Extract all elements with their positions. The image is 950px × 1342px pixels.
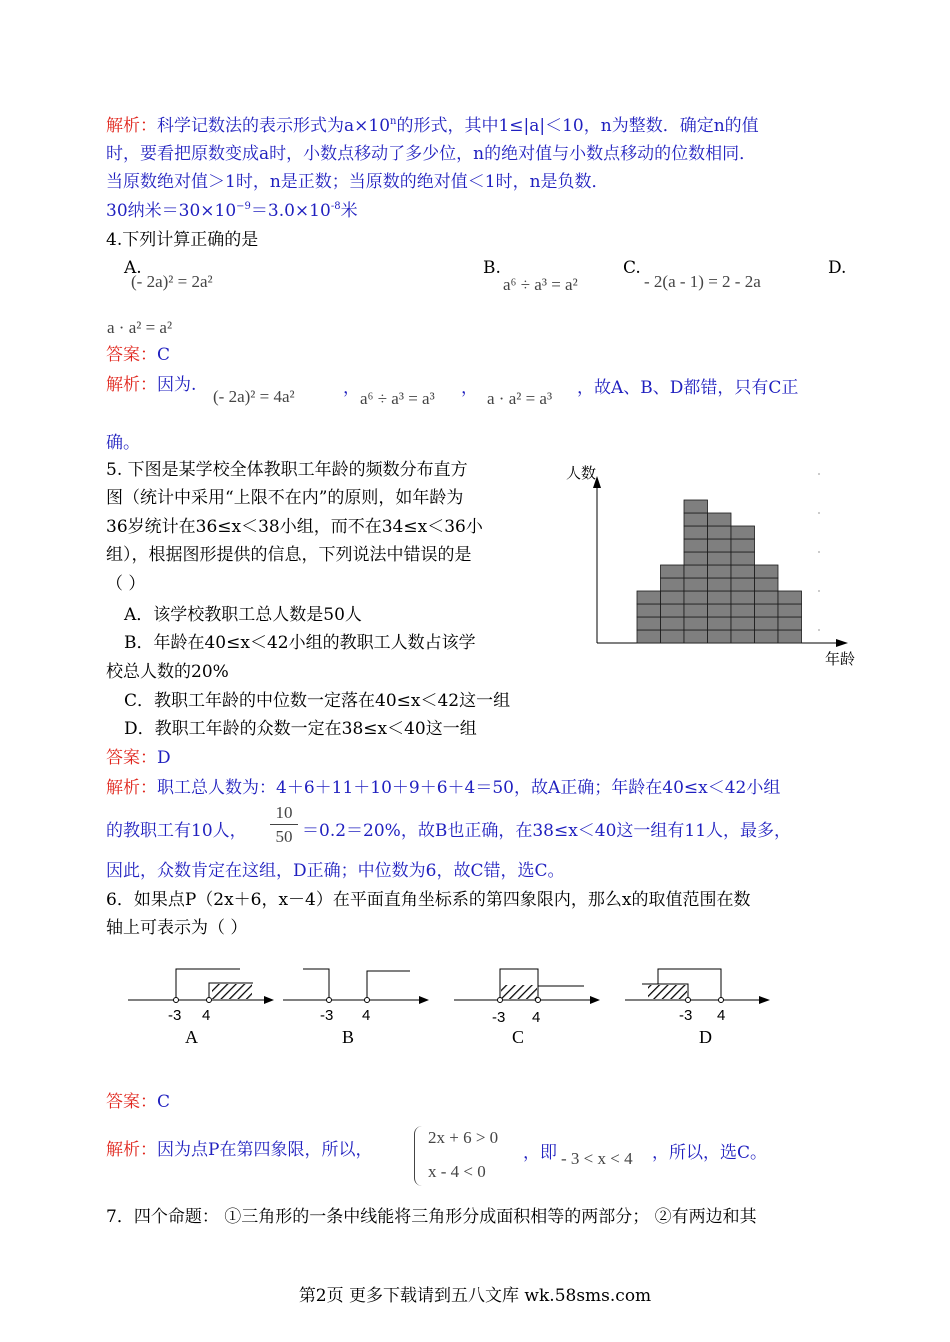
q5-analysis-line-1: 解析：职工总人数为：4＋6＋11＋10＋9＋6＋4＝50，故A正确；年龄在40≤x＜42小组: [106, 778, 781, 798]
q6-analysis-text-3: ，所以，选C。: [652, 1143, 768, 1163]
q6-stem-line-1: 6．如果点P（2x＋6，x－4）在平面直角坐标系的第四象限内，那么x的取值范围在数: [106, 890, 751, 910]
q4-option-d-label: D.: [828, 258, 847, 278]
tick-neg-3: -3: [168, 1007, 182, 1024]
histogram-bar-4-unit: [708, 526, 732, 539]
q5-stem-line-5: （ ）: [106, 574, 146, 594]
histogram-bar-4-unit: [708, 578, 732, 591]
number-line-b[interactable]: [283, 969, 429, 1047]
range-expression: - 3 < x < 4: [561, 1149, 633, 1168]
histogram-bar-5-unit: [731, 565, 755, 578]
q5-answer: 答案：D: [106, 748, 171, 768]
histogram-bar-6-unit: [755, 591, 779, 604]
q4-option-a-label: A.: [124, 258, 142, 278]
histogram-bar-4-unit: [708, 539, 732, 552]
histogram-bar-3-unit: [684, 526, 708, 539]
histogram-bar-6-unit: [755, 617, 779, 630]
histogram-bar-4-unit: [708, 630, 732, 643]
histogram-bar-5-unit: [731, 591, 755, 604]
histogram-bars: [637, 474, 820, 643]
histogram-bar-3-unit: [684, 513, 708, 526]
q5-stem-line-2: 图（统计中采用“上限不在内”的原则，如年龄为: [106, 488, 464, 508]
histogram-bar-4-unit: [708, 513, 732, 526]
tick-pos-4: 4: [202, 1007, 211, 1024]
histogram-bar-3-unit: [684, 500, 708, 513]
histogram-bar-1-unit: [637, 630, 661, 643]
q3-analysis-line-1: 解析：科学记数法的表示形式为$a\times 10^n$的形式，其中1≤|a|＜10，n为整数．确定n的值: [106, 116, 759, 136]
x-axis-arrow: [836, 639, 848, 647]
histogram-bar-4-unit: [708, 552, 732, 565]
q4-analysis-expr-2: a⁶ ÷ a³ = a³: [360, 389, 435, 408]
q4-answer: 答案：C: [106, 345, 171, 365]
histogram-bar-6-unit: [755, 565, 779, 578]
q5-stem-line-3: 36岁统计在36≤x＜38小组，而不在34≤x＜36小: [106, 517, 483, 537]
option-c-label: C: [512, 1027, 525, 1047]
option-a-label: A: [185, 1027, 198, 1047]
histogram-bar-3-unit: [684, 591, 708, 604]
histogram-bar-2-unit: [661, 591, 685, 604]
histogram-bar-6-unit: [755, 630, 779, 643]
tick-neg-3: -3: [320, 1007, 334, 1024]
q4-option-b-expr: a⁶ ÷ a³ = a²: [503, 275, 578, 294]
q3-analysis-line-2: 时，要看把原数变成a时，小数点移动了多少位，n的绝对值与小数点移动的位数相同．: [106, 144, 757, 164]
q4-analysis-expr-3: a · a² = a³: [487, 389, 553, 408]
q5-analysis-line-2a: 的教职工有10人，: [106, 821, 247, 841]
q4-option-c-expr: - 2(a - 1) = 2 - 2a: [644, 272, 761, 291]
q5-analysis-line-2b: ＝0.2＝20%，故B也正确，在38≤x＜40这一组有11人，最多，: [302, 821, 792, 841]
q5-option-d: D．教职工年龄的众数一定在38≤x＜40这一组: [124, 719, 477, 739]
histogram-bar-5-unit: [731, 552, 755, 565]
q4-analysis-text-2: ，故A、B、D都错，只有C正: [577, 378, 799, 398]
histogram-bar-3-unit: [684, 578, 708, 591]
q4-analysis-comma-2: ，: [461, 378, 478, 398]
q5-stem-line-4: 组），根据图形提供的信息，下列说法中错误的是: [106, 545, 472, 565]
histogram-bar-1-unit: [637, 604, 661, 617]
histogram-bar-2-unit: [661, 565, 685, 578]
q5-option-a: A．该学校教职工总人数是50人: [124, 605, 362, 625]
histogram-bar-5-unit: [731, 630, 755, 643]
histogram-bar-2-unit: [661, 617, 685, 630]
q7-stem-line-1: 7．四个命题： ①三角形的一条中线能将三角形分成面积相等的两部分； ②有两边和其: [106, 1207, 757, 1227]
number-line-d[interactable]: [625, 969, 770, 1047]
q4-analysis-expr-1: (- 2a)² = 4a²: [213, 387, 295, 406]
histogram-bar-3-unit: [684, 630, 708, 643]
histogram-bar-4-unit: [708, 591, 732, 604]
histogram-bar-6-unit: [755, 578, 779, 591]
system-equation-2: x - 4 < 0: [428, 1162, 486, 1181]
histogram-bar-7-unit: [778, 591, 802, 604]
histogram-bar-4-unit: [708, 617, 732, 630]
tick-pos-4: 4: [362, 1007, 371, 1024]
system-brace: [414, 1126, 423, 1186]
q4-option-c-label: C.: [623, 258, 641, 278]
histogram-bar-5-unit: [731, 526, 755, 539]
q5-option-b-line-1: B．年龄在40≤x＜42小组的教职工人数占该学: [124, 633, 476, 653]
q3-analysis-line-4: 30纳米$=30\times 10^{-9}=3.0\times 10^{-8}$米: [106, 201, 358, 221]
histogram-bar-3-unit: [684, 617, 708, 630]
q6-answer: 答案：C: [106, 1092, 171, 1112]
histogram-bar-5-unit: [731, 578, 755, 591]
histogram-bar-1-unit: [637, 591, 661, 604]
histogram-bar-7-unit: [778, 617, 802, 630]
histogram-bar-3-unit: [684, 552, 708, 565]
q6-analysis-text-2: ，即: [523, 1143, 557, 1163]
page-footer: 第2页 更多下载请到五八文库 wk.58sms.com: [298, 1286, 652, 1306]
q4-analysis-line-2: 确。: [106, 433, 140, 453]
histogram-bar-2-unit: [661, 578, 685, 591]
q4-option-b-label: B.: [483, 258, 501, 278]
q5-option-b-line-2: 校总人数的20%: [106, 662, 229, 682]
q5-analysis-line-3: 因此，众数肯定在这组，D正确；中位数为6，故C错，选C。: [106, 861, 565, 881]
fraction-denominator: 50: [270, 824, 298, 849]
y-axis-label: 人数: [566, 466, 597, 482]
q6-stem-line-2: 轴上可表示为（ ）: [106, 918, 248, 938]
histogram-bar-7-unit: [778, 604, 802, 617]
histogram-bar-3-unit: [684, 604, 708, 617]
option-b-label: B: [342, 1027, 355, 1047]
histogram-bar-2-unit: [661, 630, 685, 643]
histogram-bar-5-unit: [731, 617, 755, 630]
system-equation-1: 2x + 6 > 0: [428, 1128, 499, 1147]
histogram-bar-3-unit: [684, 565, 708, 578]
x-axis-label: 年龄: [825, 652, 856, 668]
histogram-bar-7-unit: [778, 630, 802, 643]
tick-neg-3: -3: [492, 1009, 506, 1026]
q5-option-c: C．教职工年龄的中位数一定落在40≤x＜42这一组: [124, 691, 511, 711]
histogram-bar-5-unit: [731, 539, 755, 552]
histogram-bar-4-unit: [708, 565, 732, 578]
tick-pos-4: 4: [532, 1009, 541, 1026]
q3-analysis-line-3: 当原数绝对值＞1时，n是正数；当原数的绝对值＜1时，n是负数．: [106, 172, 609, 192]
q5-stem-line-1: 5. 下图是某学校全体教职工年龄的频数分布直方: [106, 460, 468, 480]
q4-analysis-comma-1: ，: [343, 378, 360, 398]
q4-option-a-expr: (- 2a)² = 2a²: [131, 272, 213, 291]
age-histogram: [560, 458, 860, 678]
fraction: [270, 802, 298, 849]
fraction-numerator: 10: [275, 803, 293, 822]
tick-pos-4: 4: [717, 1007, 726, 1024]
number-line-c[interactable]: [454, 969, 600, 1047]
tick-neg-3: -3: [679, 1007, 693, 1024]
option-d-label: D: [699, 1027, 712, 1047]
histogram-bar-4-unit: [708, 604, 732, 617]
q6-analysis-text-1: 解析：因为点P在第四象限，所以，: [106, 1140, 373, 1160]
histogram-bar-2-unit: [661, 604, 685, 617]
number-line-a[interactable]: [128, 969, 274, 1047]
number-line-options: [120, 955, 780, 1055]
q4-analysis-line-1: 解析：因为.: [106, 375, 197, 395]
histogram-bar-3-unit: [684, 539, 708, 552]
histogram-bar-1-unit: [637, 617, 661, 630]
histogram-bar-5-unit: [731, 604, 755, 617]
q4-stem: 4.下列计算正确的是: [106, 230, 259, 250]
histogram-bar-6-unit: [755, 604, 779, 617]
q4-option-d-expr: a · a² = a²: [107, 318, 173, 337]
